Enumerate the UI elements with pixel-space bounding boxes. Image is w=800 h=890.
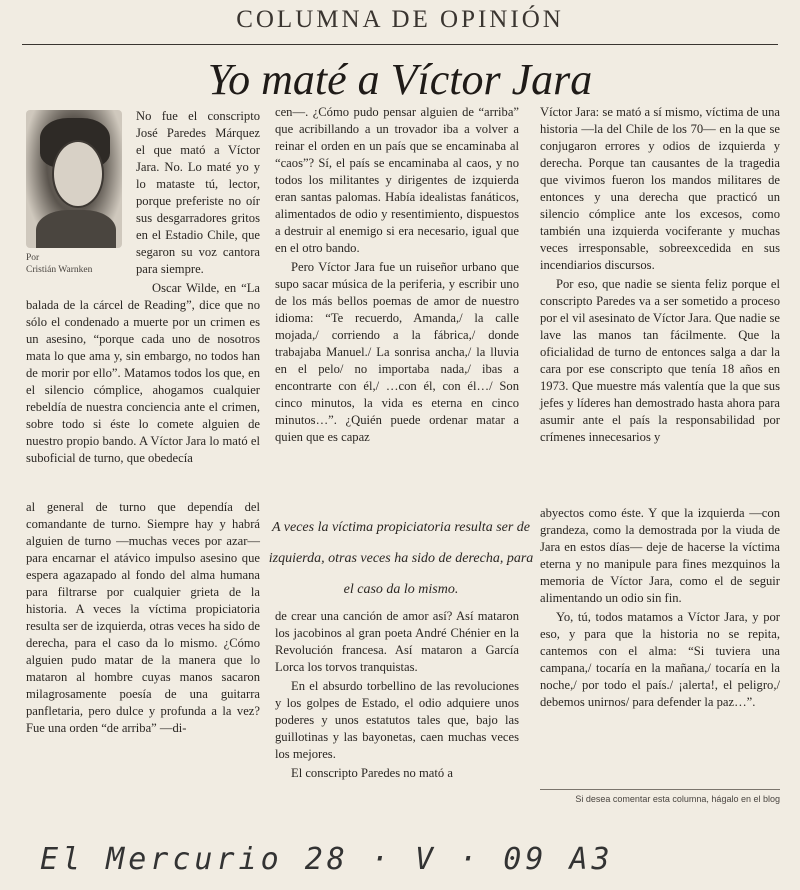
paragraph: Yo, tú, todos matamos a Víctor Jara, y por eso, y para que la historia no se repita, cantemos con el alma: “Si tuviera una campana,/ tocaría en la mañana,/ tocaría en la noche,/ por todo el país./ ¡alerta!, el peligro,/ debemos unirnos/ para defender la paz…”. [540,610,780,709]
column-2-continued [275,608,519,784]
author-photo-block [26,110,126,292]
column-2 [275,104,519,448]
paragraph: Oscar Wilde, en “La balada de la cárcel de Reading”, dice que no sólo el condenado a muerte por un crimen es un asesino, “porque cada uno de nosotros mata lo que ama y, sin embargo, no todos han de morir por ello”. Matamos todos los que, en el silencio cómplice, ahogamos cualquier rebeldía de nuestra conciencia ante el crimen, sobre todo si éste lo comete alguien de nuestro propio bando. A Víctor Jara lo mató el suboficial de turno, que obedecía [26,281,260,465]
heading-rule [22,44,778,45]
caption-author: Cristián Warnken [26,265,93,275]
paragraph: El conscripto Paredes no mató a [291,766,453,780]
handwritten-source-note: El Mercurio 28 · V · 09 A3 [40,842,614,877]
paragraph: Víctor Jara: se mató a sí mismo, víctima de una historia —la del Chile de los 70— en la que se conjugaron errores y odios de izquierda y derecha. Porque tan causantes de la tragedia que vivimos fueron los mandos militares de entonces y una derecha que practicó un silencio cómplice ante los excesos, como también una izquierda vociferante y muchas veces irresponsable, sobreexcedida en sus incendiarios discursos. [540,105,780,272]
pull-quote: A veces la víctima propiciatoria resulta ser de izquierda, otras veces ha sido de derecha, para el caso da lo mismo. [268,520,534,597]
blog-footnote: Si desea comentar esta columna, hágalo en el blog [540,789,780,804]
paragraph: al general de turno que dependía del comandante de turno. Siempre hay y habrá alguien de turno —muchas veces por azar— para encarnar el atávico impulso asesino que espera agazapado al fondo del alma humana para filtrarse por cualquier grieta de la historia. A veces la víctima propiciatoria resulta ser de izquierda, otras veces ha sido de derecha, para el caso da lo mismo. ¿Cómo alguien pudo matar de la manera que lo mataron al hombre cuyas manos sacaron milagrosamente poesía de una guitarra panfletaria, pero dulce y profunda a la vez? Fue una orden “de arriba” —di- [26,500,260,735]
column-1-continued [26,499,260,739]
caption-by: Por [26,253,40,263]
column-3-continued [540,505,780,713]
article-headline: Yo maté a Víctor Jara [207,55,593,104]
section-heading: COLUMNA DE OPINIÓN [236,6,564,33]
paragraph: Pero Víctor Jara fue un ruiseñor urbano que supo sacar música de la periferia, y escribir uno de los más bellos poemas de amor de nuestro idioma: “Te recuerdo, Amanda,/ la calle mojada,/ corriendo a la fábrica,/ donde trabajaba Manuel./ La sonrisa ancha,/ la lluvia en el pelo/ no importaba nada,/ ibas a encontrarte con él,/ …con él, con él…/ Son cinco minutos, la vida es eterna en cinco minutos…”. ¿Quién puede ordenar matar a quien que es capaz [275,260,519,444]
paragraph: de crear una canción de amor así? Así mataron los jacobinos al gran poeta André Chénier en la Revolución francesa. Así mataron a García Lorca los torvos tranquistas. [275,609,519,674]
photo-caption [26,252,126,276]
column-3 [540,104,780,448]
paragraph: abyectos como éste. Y que la izquierda —con grandeza, como la demostrada por la viuda de Jara en estos días— deje de hacerse la víctima eterna y no manipule para fines mezquinos la memoria de Víctor Jara, como el de seguir alimentando un odio sin fin. [540,506,780,605]
paragraph: No fue el conscripto José Paredes Márquez el que mató a Víctor Jara. No. Lo maté yo y lo mataste tú, lector, porque preferiste no oír sus desgarradores gritos en el Estadio Chile, que segaron su voz cantora para siempre. [136,109,260,276]
paragraph: cen—. ¿Cómo pudo pensar alguien de “arriba” que acribillando a un trovador iba a volver a reinar el orden en un país que se encaminaba al “caos”? Sí, el país se encaminaba al caos, y no todos los militantes y dirigentes de izquierda eran santas palomas. Había idealistas fanáticos, alimentados de odio y resentimiento, dispuestos a destruir al enemigo si era necesario, igual que en el otro bando. [275,105,519,255]
column-1 [26,108,260,469]
author-portrait [26,110,122,248]
paragraph: Por eso, que nadie se sienta feliz porque el conscripto Paredes va a ser sometido a proceso por el vil asesinato de Víctor Jara. Que nadie se lave las manos tan fácilmente. Que la oficialidad de turno de entonces salga a dar la cara por ese conscripto que tenía 18 años en 1973. Que muestre más valentía que la que sus jefes y líderes han demostrado hasta ahora para asumir ante el país la responsabilidad por crímenes innecesarios y [540,277,780,444]
paragraph: En el absurdo torbellino de las revoluciones y los golpes de Estado, el odio adquiere unos poderes y unos estatutos tales que, bajo las guillotinas y las bayonetas, caen muchas veces los mejores. [275,679,519,761]
